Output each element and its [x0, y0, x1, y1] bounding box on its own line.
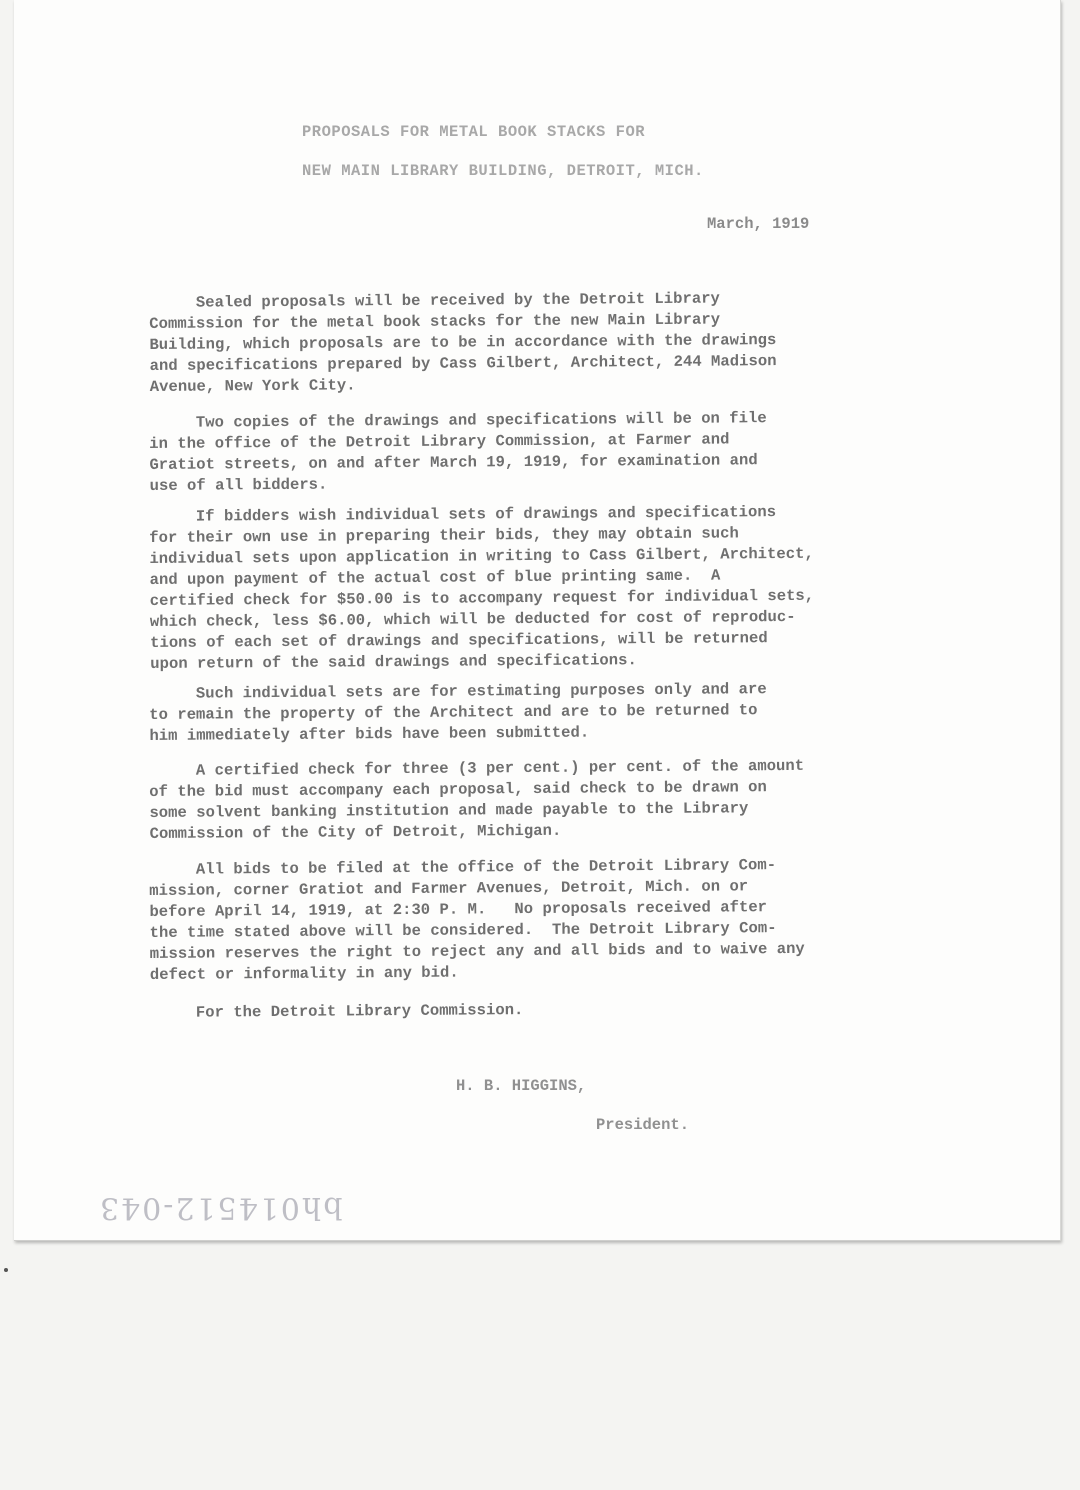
typed-letter-sheet	[14, 0, 1061, 1241]
handwritten-archive-mark: bh014512-043	[98, 1190, 343, 1225]
paragraph-closing: For the Detroit Library Commission.	[149, 1001, 524, 1022]
paragraph-filing-deadline: All bids to be filed at the office of the Detroit Library Com- mission, corner Gratiot and Farmer Avenues, Detroit, Mich. on or before April 14, 1919, at 2:30 P. M. No proposals received after the time stated above will be considered. The Detroit Library Com- mission reserves the right to reject any and all bids and to waive any defect or informality in any bid.	[149, 856, 805, 984]
paragraph-individual-sets: If bidders wish individual sets of drawings and specifications for their own use in preparing their bids, they may obtain such individual sets upon application in writing to Cass Gilbert, Architect, and upon payment of the actual cost of blue printing same. A certified check for $50.00 is to accompany request for individual sets, which check, less $6.00, which will be deducted for cost of reproduc- tions of each set of drawings and specifications, will be returned upon return of the said drawings and specifications.	[149, 503, 815, 673]
heading-line-2: NEW MAIN LIBRARY BUILDING, DETROIT, MICH.	[302, 162, 704, 180]
paragraph-estimating-purposes: Such individual sets are for estimating purposes only and are to remain the property of the Architect and are to be returned to him immediately after bids have been submitted.	[149, 680, 767, 745]
paragraph-copies-on-file: Two copies of the drawings and specifications will be on file in the office of the Detroit Library Commission, at Farmer and Gratiot streets, on and after March 19, 1919, for examination and use of all bidders.	[149, 409, 767, 495]
heading-line-1: PROPOSALS FOR METAL BOOK STACKS FOR	[302, 123, 646, 141]
signatory-title: President.	[596, 1116, 690, 1134]
scan-speck	[4, 1268, 8, 1272]
signatory-name: H. B. HIGGINS,	[456, 1077, 587, 1095]
paragraph-sealed-proposals: Sealed proposals will be received by the Detroit Library Commission for the metal book stacks for the new Main Library Building, which proposals are to be in accordance with the drawings and specifications prepared by Cass Gilbert, Architect, 244 Madison Avenue, New York City.	[149, 289, 777, 396]
letter-date: March, 1919	[707, 215, 810, 233]
paragraph-certified-check: A certified check for three (3 per cent.) per cent. of the amount of the bid must accompany each proposal, said check to be drawn on some solvent banking institution and made payable to the Library Commission of the City of Detroit, Michigan.	[149, 756, 805, 843]
